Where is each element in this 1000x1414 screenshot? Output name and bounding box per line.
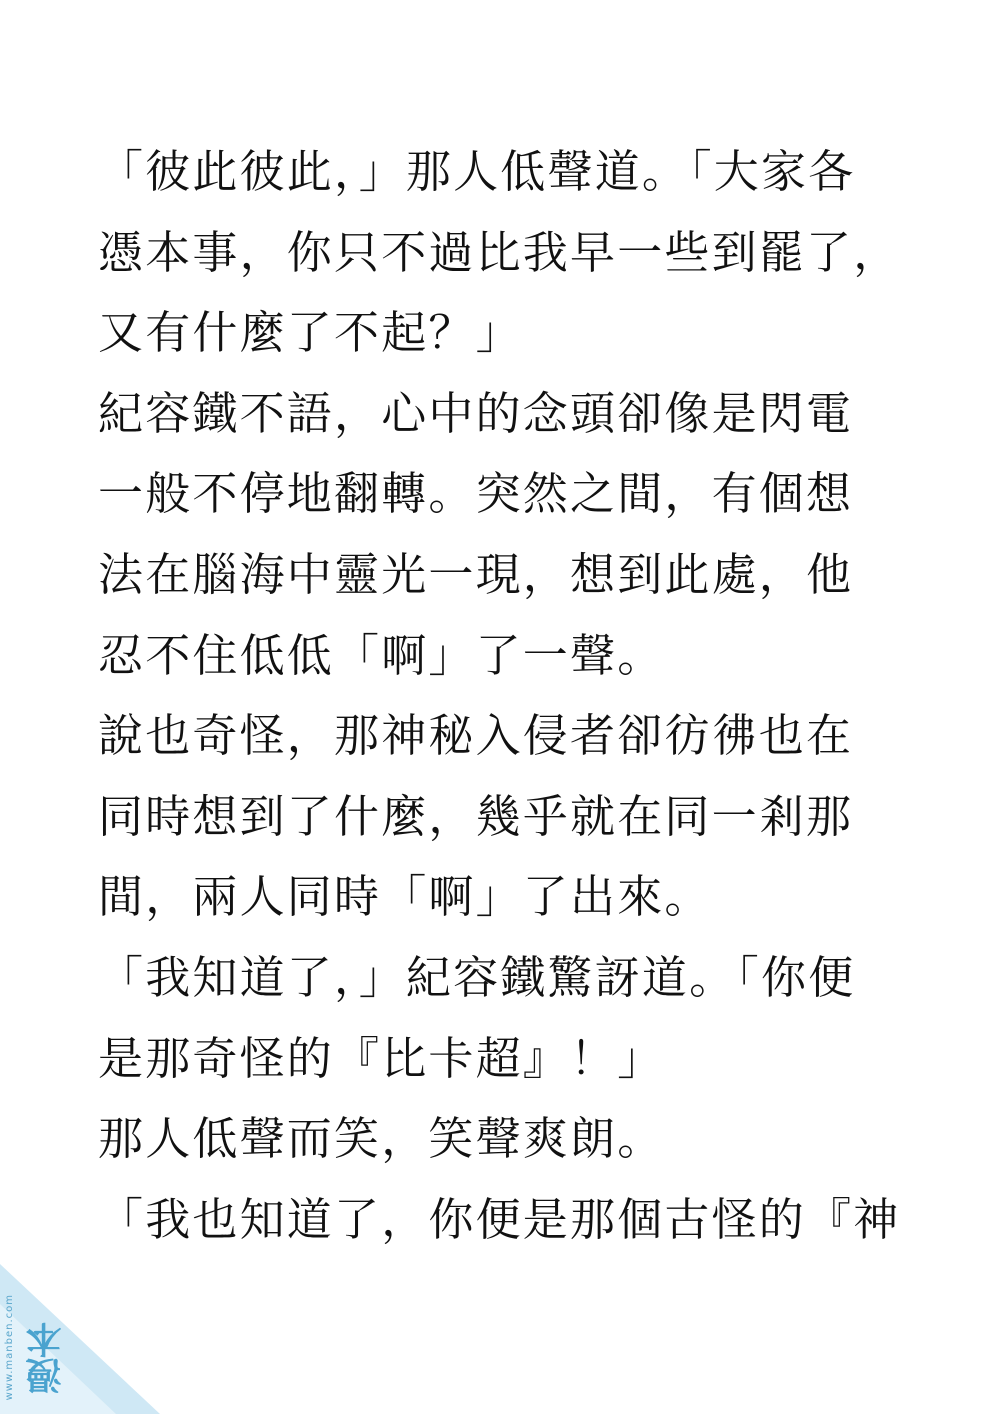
text-line-3: 又有什麼了不起？」 [98,306,523,360]
text-line-10: 間，兩人同時「啊」了出來。 [98,870,712,924]
text-line-12: 是那奇怪的『比卡超』！」 [98,1031,665,1085]
text-line-1: 「彼此彼此，」那人低聲道。「大家各 [98,145,856,198]
watermark-logo: 漫本 [26,1322,67,1394]
watermark-url: www.manben.com [4,1293,15,1400]
body-text [98,132,978,1260]
text-line-4: 紀容鐵不語，心中的念頭卻像是閃電 [98,386,854,440]
site-watermark [0,1264,160,1414]
text-line-13: 那人低聲而笑，笑聲爽朗。 [98,1112,665,1166]
text-line-6: 法在腦海中靈光一現，想到此處，他 [98,547,854,601]
text-line-7: 忍不住低低「啊」了一聲。 [98,628,665,682]
text-line-14: 「我也知道了，你便是那個古怪的『神 [98,1192,901,1246]
text-line-8: 說也奇怪，那神秘入侵者卻彷彿也在 [98,709,854,763]
text-line-11: 「我知道了，」紀容鐵驚訝道。「你便 [98,950,856,1004]
text-line-9: 同時想到了什麼，幾乎就在同一剎那 [98,789,854,843]
text-line-5: 一般不停地翻轉。突然之間，有個想 [98,467,854,521]
text-line-2: 憑本事，你只不過比我早一些到罷了， [98,225,901,279]
